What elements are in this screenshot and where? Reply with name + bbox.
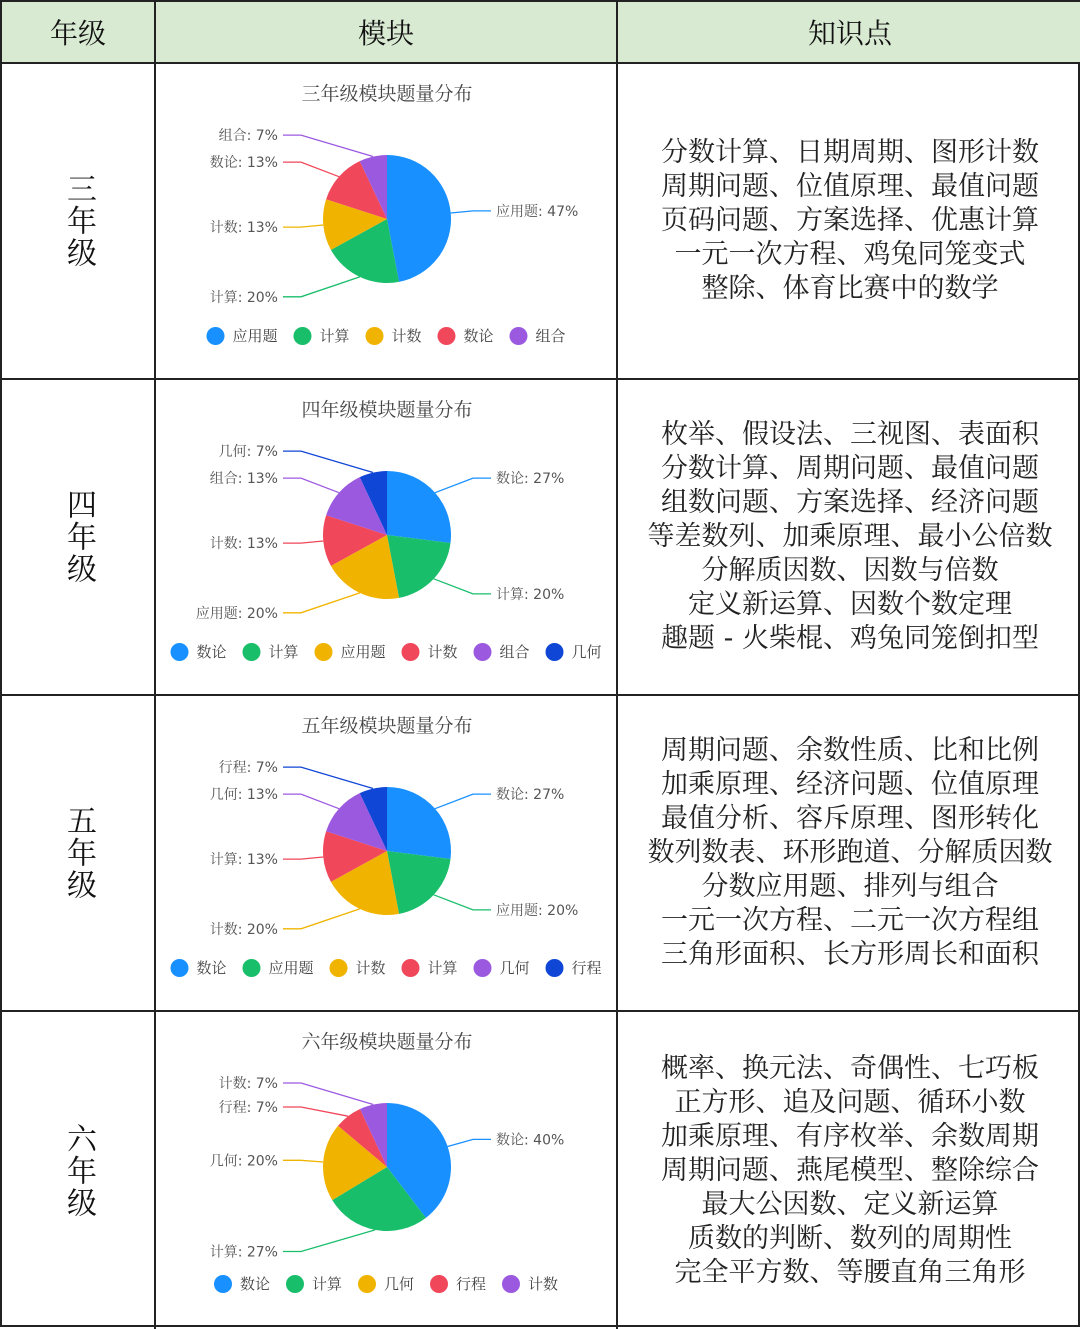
header-knowledge: 知识点 bbox=[618, 2, 1080, 64]
slice-label: 数论: 27% bbox=[496, 471, 565, 488]
knowledge-line: 整除、体育比赛中的数学 bbox=[701, 273, 999, 304]
legend-label: 应用题 bbox=[340, 643, 386, 661]
label-leader bbox=[434, 579, 491, 594]
chart-legend bbox=[171, 643, 602, 661]
slice-label: 几何: 13% bbox=[209, 787, 278, 804]
knowledge-line: 等差数列、加乘原理、最小公倍数 bbox=[647, 521, 1053, 552]
knowledge-line: 概率、换元法、奇偶性、七巧板 bbox=[661, 1052, 1039, 1084]
pie-chart bbox=[156, 380, 618, 696]
legend-label: 计算 bbox=[312, 1275, 343, 1293]
knowledge-line: 完全平方数、等腰直角三角形 bbox=[674, 1256, 1026, 1288]
slice-label: 数论: 27% bbox=[496, 787, 565, 804]
knowledge-cell bbox=[618, 64, 1080, 380]
legend-marker bbox=[214, 1275, 232, 1293]
grade-cell bbox=[2, 64, 156, 380]
legend-label: 应用题 bbox=[268, 959, 314, 977]
header-grade: 年级 bbox=[2, 2, 156, 64]
label-leader bbox=[434, 895, 491, 910]
slice-label: 计算: 20% bbox=[496, 586, 565, 603]
legend-marker bbox=[438, 327, 456, 345]
label-leader bbox=[283, 1107, 348, 1116]
slice-label: 行程: 7% bbox=[218, 1100, 278, 1117]
grade-label: 五年级 bbox=[61, 805, 96, 901]
chart-title: 三年级模块题量分布 bbox=[301, 83, 473, 105]
knowledge-line: 质数的判断、数列的周期性 bbox=[688, 1222, 1012, 1254]
chart-title: 六年级模块题量分布 bbox=[301, 1031, 473, 1053]
legend-marker bbox=[546, 959, 564, 977]
label-leader bbox=[283, 794, 339, 809]
pie-slice bbox=[387, 787, 451, 859]
grade-label: 三年级 bbox=[61, 173, 96, 269]
chart-title: 五年级模块题量分布 bbox=[301, 715, 473, 737]
knowledge-line: 趣题 - 火柴棍、鸡兔同笼倒扣型 bbox=[661, 623, 1039, 654]
knowledge-line: 加乘原理、经济问题、位值原理 bbox=[661, 769, 1039, 800]
knowledge-line: 加乘原理、有序枚举、余数周期 bbox=[661, 1120, 1039, 1152]
legend-marker bbox=[402, 959, 420, 977]
label-leader bbox=[283, 478, 339, 493]
legend-marker bbox=[330, 959, 348, 977]
chart-cell bbox=[156, 1012, 618, 1329]
legend-marker bbox=[286, 1275, 304, 1293]
legend-label: 组合 bbox=[535, 327, 566, 345]
legend-marker bbox=[510, 327, 528, 345]
knowledge-line: 分数计算、日期周期、图形计数 bbox=[661, 137, 1039, 168]
legend-marker bbox=[502, 1275, 520, 1293]
slice-label: 数论: 40% bbox=[496, 1132, 565, 1149]
knowledge-cell bbox=[618, 1012, 1080, 1329]
legend-marker bbox=[546, 643, 564, 661]
header-module: 模块 bbox=[156, 2, 618, 64]
slice-label: 组合: 13% bbox=[209, 471, 278, 488]
slice-label: 组合: 7% bbox=[218, 128, 278, 145]
legend-marker bbox=[171, 643, 189, 661]
grade-label: 四年级 bbox=[61, 489, 96, 585]
knowledge-cell bbox=[618, 696, 1080, 1012]
legend-marker bbox=[243, 643, 261, 661]
knowledge-cell bbox=[618, 380, 1080, 696]
legend-label: 计数 bbox=[427, 643, 458, 661]
slice-label: 应用题: 47% bbox=[496, 203, 579, 220]
pie-slice bbox=[387, 471, 451, 543]
chart-legend bbox=[171, 959, 602, 977]
legend-marker bbox=[366, 327, 384, 345]
legend-label: 几何 bbox=[499, 959, 530, 977]
knowledge-line: 周期问题、燕尾模型、整除综合 bbox=[661, 1154, 1039, 1186]
label-leader bbox=[283, 1230, 375, 1252]
slice-label: 数论: 13% bbox=[209, 155, 278, 172]
chart-legend bbox=[207, 327, 566, 345]
grade-cell bbox=[2, 696, 156, 1012]
legend-label: 几何 bbox=[571, 643, 602, 661]
knowledge-line: 分数应用题、排列与组合 bbox=[701, 871, 999, 902]
legend-marker bbox=[207, 327, 225, 345]
knowledge-list bbox=[661, 1052, 1039, 1290]
slice-label: 几何: 20% bbox=[209, 1153, 278, 1170]
legend-label: 计算 bbox=[268, 643, 299, 661]
legend-marker bbox=[474, 959, 492, 977]
legend-label: 计算 bbox=[427, 959, 458, 977]
legend-label: 行程 bbox=[456, 1275, 487, 1293]
grade-cell bbox=[2, 380, 156, 696]
slice-label: 计数: 7% bbox=[218, 1076, 278, 1093]
legend-marker bbox=[474, 643, 492, 661]
label-leader bbox=[435, 794, 491, 809]
label-leader bbox=[435, 478, 491, 493]
slice-label: 行程: 7% bbox=[218, 760, 278, 777]
slice-label: 应用题: 20% bbox=[496, 902, 579, 919]
label-leader bbox=[451, 211, 491, 213]
slice-label: 计数: 20% bbox=[209, 921, 278, 938]
grade-label: 六年级 bbox=[61, 1122, 96, 1219]
grade-cell bbox=[2, 1012, 156, 1329]
slice-label: 计数: 13% bbox=[209, 220, 278, 237]
label-leader bbox=[283, 1160, 323, 1162]
knowledge-line: 周期问题、余数性质、比和比例 bbox=[661, 735, 1039, 766]
knowledge-line: 最值分析、容斥原理、图形转化 bbox=[661, 803, 1039, 834]
chart-title: 四年级模块题量分布 bbox=[301, 399, 473, 421]
label-leader bbox=[283, 857, 323, 859]
legend-label: 计数 bbox=[528, 1275, 559, 1293]
knowledge-line: 一元一次方程、鸡兔同笼变式 bbox=[674, 239, 1026, 270]
label-leader bbox=[283, 451, 373, 472]
legend-label: 计数 bbox=[355, 959, 386, 977]
chart-cell bbox=[156, 64, 618, 380]
legend-label: 计数 bbox=[391, 327, 422, 345]
slice-label: 计算: 27% bbox=[209, 1244, 278, 1261]
pie-chart bbox=[156, 64, 618, 380]
slice-label: 应用题: 20% bbox=[195, 605, 278, 622]
legend-marker bbox=[315, 643, 333, 661]
legend-label: 几何 bbox=[384, 1275, 415, 1293]
knowledge-line: 三角形面积、长方形周长和面积 bbox=[661, 939, 1039, 970]
label-leader bbox=[283, 909, 360, 929]
legend-label: 行程 bbox=[571, 959, 602, 977]
knowledge-list bbox=[661, 136, 1039, 306]
label-leader bbox=[283, 225, 323, 227]
label-leader bbox=[448, 1139, 491, 1146]
legend-marker bbox=[430, 1275, 448, 1293]
knowledge-line: 最大公因数、定义新运算 bbox=[701, 1188, 999, 1220]
legend-label: 数论 bbox=[240, 1275, 271, 1293]
legend-label: 数论 bbox=[196, 643, 227, 661]
knowledge-line: 一元一次方程、二元一次方程组 bbox=[661, 905, 1039, 936]
knowledge-line: 组数问题、方案选择、经济问题 bbox=[661, 487, 1039, 518]
knowledge-list bbox=[648, 418, 1053, 656]
pie-slice bbox=[387, 155, 451, 282]
legend-label: 应用题 bbox=[232, 327, 278, 345]
slice-label: 计数: 13% bbox=[209, 536, 278, 553]
legend-label: 数论 bbox=[196, 959, 227, 977]
label-leader bbox=[283, 593, 360, 613]
label-leader bbox=[283, 135, 373, 156]
knowledge-line: 分解质因数、因数与倍数 bbox=[701, 555, 999, 586]
label-leader bbox=[283, 541, 323, 543]
chart-legend bbox=[214, 1275, 558, 1293]
slice-label: 几何: 7% bbox=[218, 444, 278, 461]
slice-label: 计算: 13% bbox=[209, 852, 278, 869]
legend-marker bbox=[358, 1275, 376, 1293]
knowledge-line: 正方形、追及问题、循环小数 bbox=[674, 1086, 1026, 1118]
legend-label: 计算 bbox=[319, 327, 350, 345]
legend-label: 数论 bbox=[463, 327, 494, 345]
chart-cell bbox=[156, 696, 618, 1012]
pie-chart bbox=[156, 696, 618, 1012]
knowledge-line: 枚举、假设法、三视图、表面积 bbox=[661, 419, 1039, 450]
legend-marker bbox=[243, 959, 261, 977]
legend-label: 组合 bbox=[499, 643, 530, 661]
label-leader bbox=[283, 277, 360, 297]
knowledge-list bbox=[648, 734, 1053, 972]
chart-cell bbox=[156, 380, 618, 696]
knowledge-line: 分数计算、周期问题、最值问题 bbox=[661, 453, 1039, 484]
knowledge-line: 定义新运算、因数个数定理 bbox=[688, 589, 1012, 620]
legend-marker bbox=[402, 643, 420, 661]
knowledge-line: 数列数表、环形跑道、分解质因数 bbox=[647, 837, 1053, 868]
pie-chart bbox=[156, 1012, 618, 1328]
label-leader bbox=[283, 162, 339, 177]
legend-marker bbox=[294, 327, 312, 345]
label-leader bbox=[283, 1083, 373, 1105]
slice-label: 计算: 20% bbox=[209, 289, 278, 306]
knowledge-line: 周期问题、位值原理、最值问题 bbox=[661, 171, 1039, 202]
knowledge-line: 页码问题、方案选择、优惠计算 bbox=[661, 205, 1039, 236]
label-leader bbox=[283, 767, 373, 788]
legend-marker bbox=[171, 959, 189, 977]
